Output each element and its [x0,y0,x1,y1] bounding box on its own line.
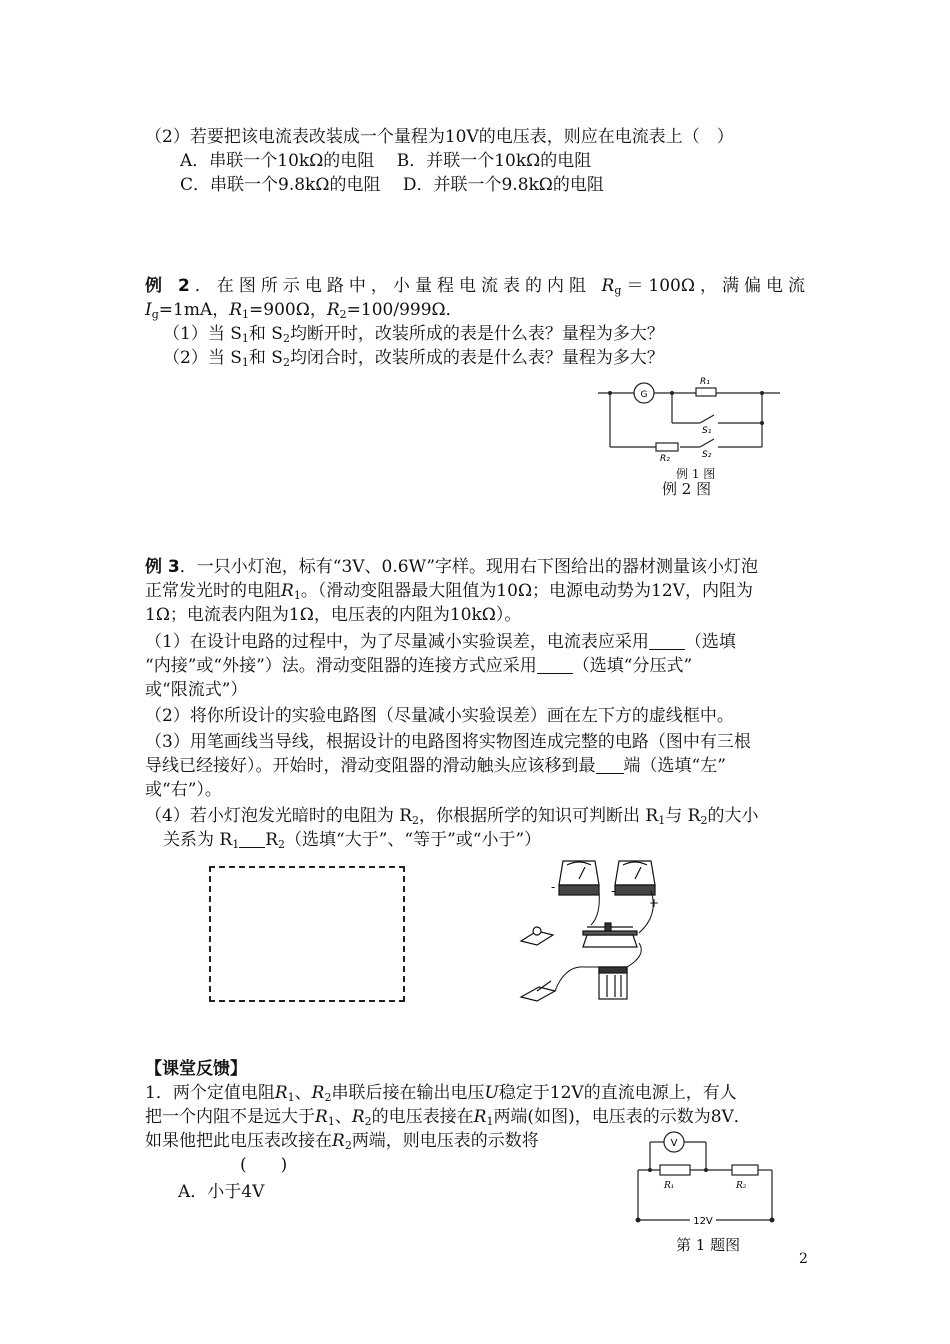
answer-blank-2[interactable] [537,655,573,674]
svg-text:+: + [649,896,660,910]
ex3-p2: （2）将你所设计的实验电路图（尽量减小实验误差）画在左下方的虚线框中。 [145,706,734,726]
ex3-p1-line1: （1）在设计电路的过程中，为了尽量减小实验误差，电流表应采用 （选填 [145,632,736,652]
voltmeter-label: V [670,1138,678,1149]
fb-12v-label: 12V [693,1216,713,1227]
answer-blank-4[interactable] [239,829,265,848]
ex3-label: 例 3 [145,557,180,577]
ex3-line2: 正常发光时的电阻$R_1$。（滑动变阻器最大阻值为10Ω；电源电动势为12V，内阻为 [145,581,753,602]
apparatus-figure [515,855,665,1005]
circuit-drawing-box[interactable] [209,866,405,1002]
ex3-p3-line3: 或“右”）。 [145,780,222,800]
feedback-circuit-figure [630,1128,780,1228]
feedback-figure-caption: 第 1 题图 [676,1236,741,1254]
ex2-sub2: （2）当 $S_1$和 $S_2$均闭合时，改装所成的表是什么表？量程为多大？ [163,348,664,369]
feedback-q1-line2: 把一个内阻不是远大于$R_1$、$R_2$的电压表接在$R_1$两端(如图)，电压表的示数为8V． [145,1107,751,1128]
svg-text:-: - [611,884,616,898]
ex3-p1-line3: 或“限流式”） [145,680,248,700]
fig-r1-label: R₁ [700,377,710,387]
ex2-label: 例 2 [145,276,190,296]
ex3-p3-line1: （3）用笔画线当导线，根据设计的电路图将实物图连成完整的电路（图中有三根 [145,732,751,752]
ex3-p4-line1: （4）若小灯泡发光暗时的电阻为 $R_2$，你根据所学的知识可判断出 $R_1$与 $R_2$的大小 [145,806,759,827]
ex3-p1-line2: “内接”或“外接”）法。滑动变阻器的连接方式应采用 （选填“分压式” [145,656,693,676]
ex2-caption-b: 例 2 图 [662,480,712,498]
feedback-heading: 【课堂反馈】 [145,1059,247,1079]
ex3-line3: 1Ω；电流表内阻为1Ω，电压表的内阻为10kΩ）。 [145,605,522,625]
feedback-q1-option-a: A．小于4V [178,1182,265,1202]
galvanometer-label: G [640,390,648,400]
q2-options-ab: A．串联一个10kΩ的电阻 B．并联一个10kΩ的电阻 [180,151,592,171]
fig-s2-label: S₂ [702,450,712,460]
fig-r2-label: R₂ [660,454,670,464]
ex3-p3-line2: 导线已经接好）。开始时，滑动变阻器的滑动触头应该移到最 端（选填“左” [145,756,726,776]
feedback-q1-line1: 1．两个定值电阻$R_1$、$R_2$串联后接在输出电压U稳定于12V的直流电源上，有人 [145,1083,737,1104]
answer-blank-1[interactable] [649,631,685,650]
ex2-circuit-figure [590,375,800,465]
fb-r1-label: R₁ [664,1181,675,1191]
ex3-p4-line2: 关系为 $R_1$ $R_2$（选填“大于”、“等于”或“小于”） [163,830,542,851]
fig-s1-label: S₁ [702,426,712,436]
ex2-line1: 例 2．在图所示电路中，小量程电流表的内阻 $R_g=100\Omega$，满偏电流 [145,276,806,297]
fb-r2-label: R₂ [736,1181,747,1191]
ex2-sub1: （1）当 $S_1$和 $S_2$均断开时，改装所成的表是什么表？量程为多大？ [163,324,664,345]
page-number: 2 [799,1251,808,1267]
feedback-q1-line3: 如果他把此电压表改接在$R_2$两端，则电压表的示数将 [145,1131,539,1152]
feedback-q1-answer-paren[interactable]: ( ) [240,1155,288,1175]
q2-stem: （2）若要把该电流表改装成一个量程为10V的电压表，则应在电流表上（ ） [145,127,734,147]
svg-text:-: - [551,880,556,894]
q2-options-cd: C．串联一个9.8kΩ的电阻 D．并联一个9.8kΩ的电阻 [180,175,604,195]
ex2-line2: $I_g=1mA$，$R_1=900\Omega$，$R_2=100/999\Omega$． [145,300,463,321]
ex2-caption-a: 例 1 图 [676,467,716,481]
answer-blank-3[interactable] [596,755,624,774]
ex3-line1: 例 3．一只小灯泡，标有“3V、0.6W”字样。现用右下图给出的器材测量该小灯泡 [145,557,759,577]
